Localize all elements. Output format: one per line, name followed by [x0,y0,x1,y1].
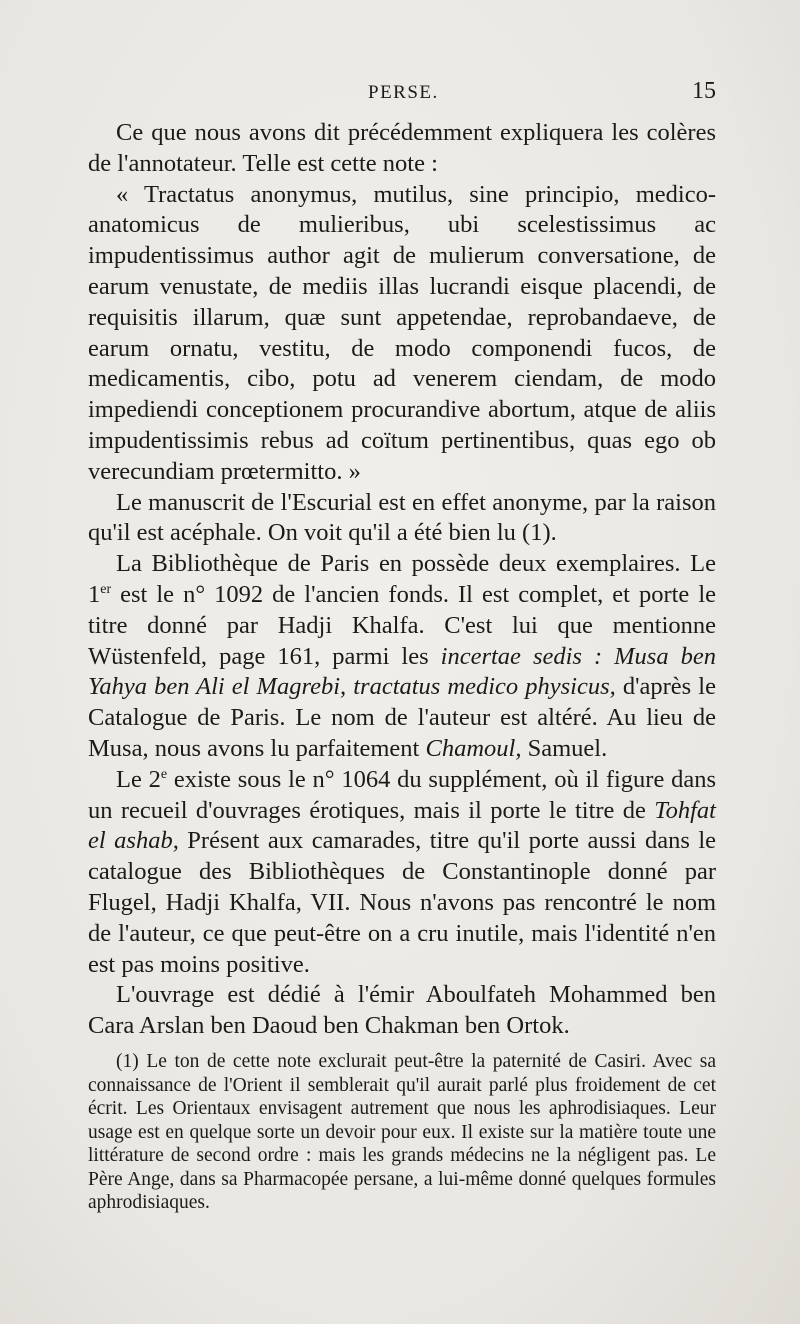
italic-title-1: incertae sedis : Musa ben Yahya ben Ali el Magrebi, tractatus medico physicus, [88,642,716,701]
paragraph-6: L'ouvrage est dédié à l'émir Aboulfateh Mohammed ben Cara Arslan ben Daoud ben Chakman ben Ortok. [88,981,716,1040]
body-text [88,118,716,1042]
paragraph-1: Ce que nous avons dit précédemment expliquera les colères de l'annotateur. Telle est cette note : [88,119,716,177]
paragraph-5-part-a: Le 2 [116,765,161,793]
paragraph-5-part-c: Présent aux camarades, titre qu'il porte aussi dans le catalogue des Bibliothèques de Constantinople donné par Flugel, Hadji Khalfa, VII. Nous n'avons pas rencontré le nom de l'auteur, ce que peut-être on a cru inutile, mais l'identité n'en est pas moins positive. [88,827,717,978]
paragraph-4-part-a: La Bibliothèque de Paris en possède deux exemplaires. Le 1 [88,550,716,608]
italic-name: Chamoul, [425,734,522,762]
paragraph-3: Le manuscrit de l'Escurial est en effet anonyme, par la raison qu'il est acéphale. On voit qu'il a été bien lu (1). [88,488,716,547]
paragraph-5-part-b: existe sous le n° 1064 du supplément, où il figure dans un recueil d'ouvrages érotiques, mais il porte le titre de [88,765,717,824]
paragraph-4-part-b: est le n° 1092 de l'ancien fonds. Il est complet, et porte le titre donné par Hadji Khalfa. C'est lui que mentionne Wüstenfeld, page 161, parmi les [88,580,716,670]
paragraph-5 [88,765,716,981]
paragraph-4 [88,549,716,765]
footnote-text: (1) Le ton de cette note exclurait peut-être la paternité de Casiri. Avec sa connaissance de l'Orient il semblerait qu'il aurait parlé plus froidement de cet écrit. Les Orientaux envisagent autrement que nous les aphrodisiaques. Leur usage est en quelque sorte un devoir pour eux. Il existe sur la matière toute une littérature de second ordre : mais les grands médecins ne la négligent pas. Le Père Ange, dans sa Pharmacopée persane, a lui-même donné quelques formules aphrodisiaques. [88,1051,716,1213]
italic-title-2: Tohfat el ashab, [88,796,716,855]
paragraph-4-part-c: d'après le Catalogue de Paris. Le nom de l'auteur est altéré. Au lieu de Musa, nous avons lu parfaitement [88,673,716,762]
page-header [88,78,716,112]
footnote [88,1050,716,1215]
paragraph-4-part-d: Samuel. [521,734,608,762]
running-head: PERSE. [368,82,439,103]
page-number: 15 [692,78,716,104]
ordinal-superscript: e [160,766,168,782]
paragraph-2-latin-quote: « Tractatus anonymus, mutilus, sine principio, medico-anatomicus de mulieribus, ubi scelestissimus ac impudentissimus author agit de mulierum conversatione, de earum venustate, de mediis illas lucrandi eisque placendi, de requisitis illarum, quæ sunt appetendae, reprobandaeve, de earum ornatu, vestitu, de modo componendi fucos, de medicamentis, cibo, potu ad venerem ciendam, de modo impediendi conceptionem procurandive abortum, atque de aliis impudentissimis rebus ad coïtum pertinentibus, quas ego ob verecundiam prœtermitto. » [88,180,716,485]
ordinal-superscript: er [100,581,112,597]
